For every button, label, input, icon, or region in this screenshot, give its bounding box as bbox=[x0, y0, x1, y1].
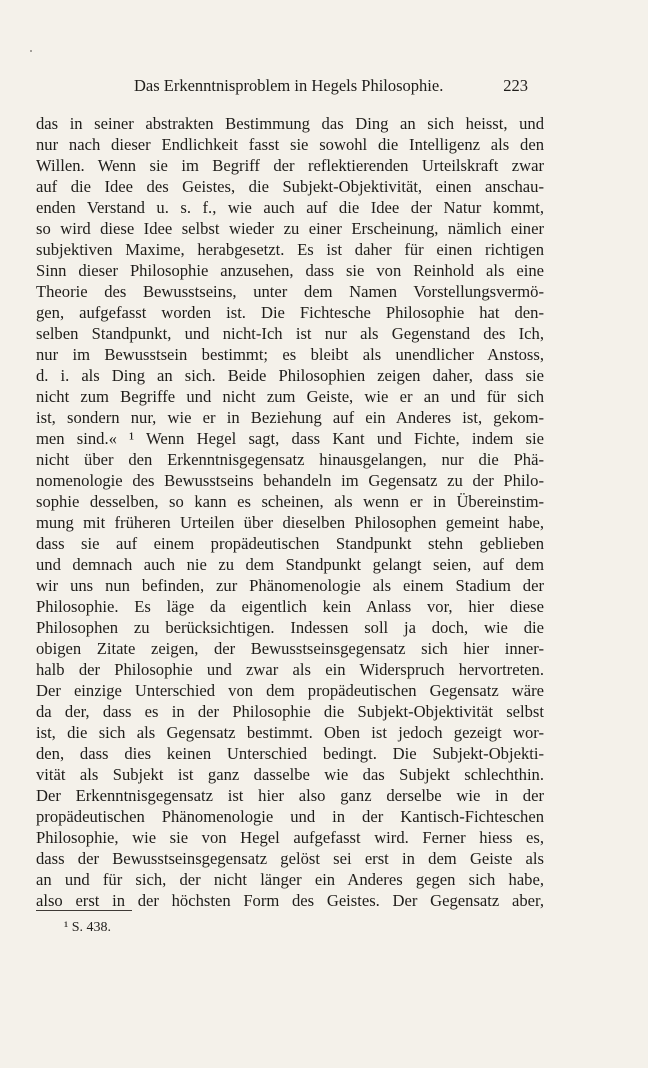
text-line: den, dass dies keinen Unterschied bedingt. Die Subjekt-Objekti- bbox=[36, 744, 544, 763]
text-line: nur im Bewusstsein bestimmt; es bleibt als unendlicher Anstoss, bbox=[36, 345, 544, 364]
text-line: auf die Idee des Geistes, die Subjekt-Objektivität, einen anschau- bbox=[36, 177, 544, 196]
text-line: obigen Zitate zeigen, der Bewusstseinsgegensatz sich hier inner- bbox=[36, 639, 544, 658]
text-line: nomenologie des Bewusstseins behandeln im Gegensatz zu der Philo- bbox=[36, 471, 544, 490]
footnote: ¹ S. 438. bbox=[64, 920, 111, 935]
text-line: nicht zum Begriffe und nicht zum Geiste, wie er an und für sich bbox=[36, 387, 544, 406]
text-line: men sind.« ¹ Wenn Hegel sagt, dass Kant und Fichte, indem sie bbox=[36, 429, 544, 448]
text-line: gen, aufgefasst worden ist. Die Fichtesche Philosophie hat den- bbox=[36, 303, 544, 322]
running-header-title: Das Erkenntnisproblem in Hegels Philosophie. bbox=[134, 76, 444, 95]
text-line: ist, sondern nur, wie er in Beziehung auf ein Anderes ist, gekom- bbox=[36, 408, 544, 427]
text-line: Willen. Wenn sie im Begriff der reflektierenden Urteilskraft zwar bbox=[36, 156, 544, 175]
text-line: da der, dass es in der Philosophie die Subjekt-Objektivität selbst bbox=[36, 702, 544, 721]
text-line: Der einzige Unterschied von dem propädeutischen Gegensatz wäre bbox=[36, 681, 544, 700]
text-line: mung mit früheren Urteilen über dieselben Philosophen gemeint habe, bbox=[36, 513, 544, 532]
text-line: halb der Philosophie und zwar als ein Widerspruch hervortreten. bbox=[36, 660, 544, 679]
text-line: an und für sich, der nicht länger ein Anderes gegen sich habe, bbox=[36, 870, 544, 889]
text-line: Philosophen zu berücksichtigen. Indessen soll ja doch, wie die bbox=[36, 618, 544, 637]
text-line: d. i. als Ding an sich. Beide Philosophien zeigen daher, dass sie bbox=[36, 366, 544, 385]
text-line: nicht über den Erkenntnisgegensatz hinausgelangen, nur die Phä- bbox=[36, 450, 544, 469]
text-line: nur nach dieser Endlichkeit fasst sie sowohl die Intelligenz als den bbox=[36, 135, 544, 154]
text-line: Philosophie, wie sie von Hegel aufgefasst wird. Ferner hiess es, bbox=[36, 828, 544, 847]
text-line: dass sie auf einem propädeutischen Standpunkt stehn geblieben bbox=[36, 534, 544, 553]
text-line: enden Verstand u. s. f., wie auch auf die Idee der Natur kommt, bbox=[36, 198, 544, 217]
text-line: das in seiner abstrakten Bestimmung das Ding an sich heisst, und bbox=[36, 114, 544, 133]
text-line: sophie desselben, so kann es scheinen, als wenn er in Übereinstim- bbox=[36, 492, 544, 511]
page-speck bbox=[30, 50, 32, 52]
page-number: 223 bbox=[503, 76, 528, 95]
main-text-block bbox=[36, 113, 544, 911]
text-line: propädeutischen Phänomenologie und in der Kantisch-Fichteschen bbox=[36, 807, 544, 826]
text-line: und demnach auch nie zu dem Standpunkt gelangt seien, auf dem bbox=[36, 555, 544, 574]
running-header bbox=[108, 73, 528, 99]
text-line: ist, die sich als Gegensatz bestimmt. Oben ist jedoch gezeigt wor- bbox=[36, 723, 544, 742]
text-line: subjektiven Maxime, herabgesetzt. Es ist daher für einen richtigen bbox=[36, 240, 544, 259]
text-line: so wird diese Idee selbst wieder zu einer Erscheinung, nämlich einer bbox=[36, 219, 544, 238]
text-line: dass der Bewusstseinsgegensatz gelöst sei erst in dem Geiste als bbox=[36, 849, 544, 868]
text-line: wir uns nun befinden, zur Phänomenologie als einem Stadium der bbox=[36, 576, 544, 595]
text-line: Sinn dieser Philosophie anzusehen, dass sie von Reinhold als eine bbox=[36, 261, 544, 280]
footnote-divider bbox=[36, 910, 132, 911]
text-line: Der Erkenntnisgegensatz ist hier also ganz derselbe wie in der bbox=[36, 786, 544, 805]
text-line: Theorie des Bewusstseins, unter dem Namen Vorstellungsvermö- bbox=[36, 282, 544, 301]
text-line: selben Standpunkt, und nicht-Ich ist nur als Gegenstand des Ich, bbox=[36, 324, 544, 343]
text-line: vität als Subjekt ist ganz dasselbe wie das Subjekt schlechthin. bbox=[36, 765, 544, 784]
text-line: also erst in der höchsten Form des Geistes. Der Gegensatz aber, bbox=[36, 891, 544, 910]
text-line: Philosophie. Es läge da eigentlich kein Anlass vor, hier diese bbox=[36, 597, 544, 616]
